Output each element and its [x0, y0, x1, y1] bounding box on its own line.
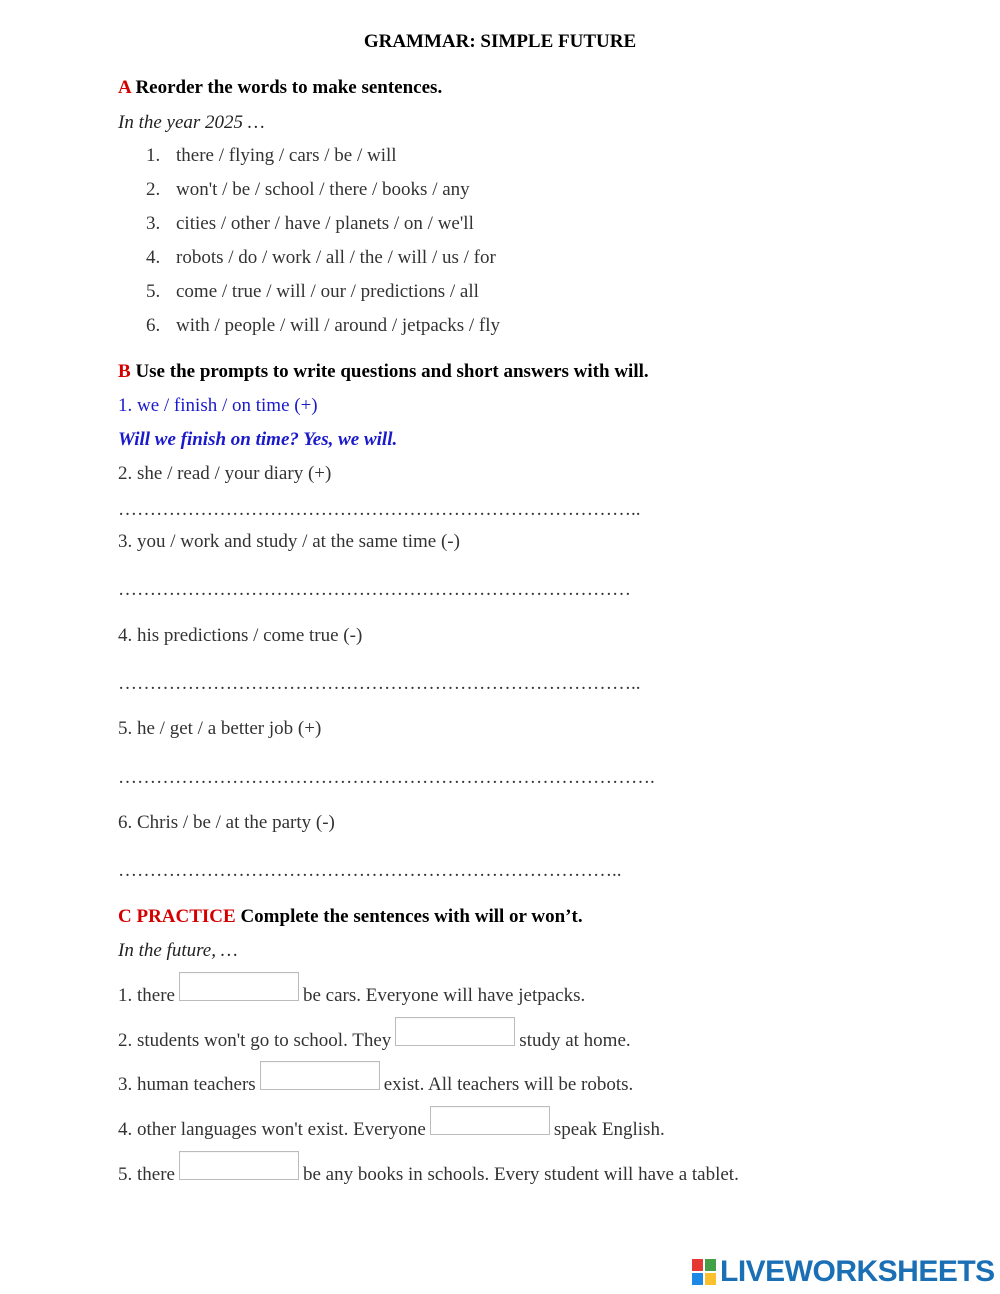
gap-sentence	[118, 985, 585, 1014]
gap-sentence	[118, 1030, 631, 1059]
list-item: there / flying / cars / be / will	[176, 145, 397, 166]
gap-sentence	[118, 1074, 633, 1103]
page-title: GRAMMAR: SIMPLE FUTURE	[363, 31, 637, 52]
list-item-number: 6.	[146, 315, 161, 336]
sentence-start: 2. students won't go to school. They	[118, 1030, 392, 1051]
list-item: cities / other / have / planets / on / we'll	[176, 213, 474, 234]
answer-line: ………………………………………………………………………..	[118, 673, 641, 694]
gap-input-5[interactable]	[179, 1151, 299, 1180]
section-b-letter: B	[118, 361, 131, 382]
list-item: with / people / will / around / jetpacks / fly	[176, 315, 500, 336]
prompt-text: 3. you / work and study / at the same time (-)	[118, 531, 460, 552]
logo-text: LIVEWORKSHEETS	[720, 1255, 995, 1288]
sentence-end: be cars. Everyone will have jetpacks.	[302, 985, 586, 1006]
sentence-end: exist. All teachers will be robots.	[383, 1074, 634, 1095]
gap-input-1[interactable]	[179, 972, 299, 1001]
answer-line: ………………………………………………………………………….	[118, 767, 655, 788]
example-answer: Will we finish on time? Yes, we will.	[118, 429, 398, 450]
answer-line: ………………………………………………………………………..	[118, 499, 641, 520]
sentence-start: 1. there	[118, 985, 175, 1006]
section-c-subtitle: In the future, …	[118, 940, 238, 961]
logo-badge-icon	[692, 1259, 716, 1285]
sentence-start: 3. human teachers	[118, 1074, 256, 1095]
prompt-text: 6. Chris / be / at the party (-)	[118, 812, 335, 833]
list-item-number: 1.	[146, 145, 161, 166]
prompt-text: 4. his predictions / come true (-)	[118, 625, 363, 646]
sentence-start: 4. other languages won't exist. Everyone	[118, 1119, 426, 1140]
gap-input-4[interactable]	[430, 1106, 550, 1135]
section-c-letter: C PRACTICE	[118, 906, 236, 927]
list-item-number: 2.	[146, 179, 161, 200]
list-item-number: 5.	[146, 281, 161, 302]
section-b-instruction: Use the prompts to write questions and short answers with will.	[135, 361, 649, 382]
list-item: robots / do / work / all / the / will / us / for	[176, 247, 496, 268]
gap-sentence	[118, 1119, 665, 1148]
prompt-text: 5. he / get / a better job (+)	[118, 718, 322, 739]
list-item: come / true / will / our / predictions / all	[176, 281, 479, 302]
prompt-text: 2. she / read / your diary (+)	[118, 463, 332, 484]
sentence-start: 5. there	[118, 1164, 175, 1185]
sentence-end: speak English.	[553, 1119, 665, 1140]
section-a-instruction: Reorder the words to make sentences.	[135, 77, 443, 98]
section-a-letter: A	[118, 77, 131, 98]
sentence-end: be any books in schools. Every student will have a tablet.	[302, 1164, 739, 1185]
section-a-subtitle: In the year 2025 …	[118, 112, 265, 133]
list-item: won't / be / school / there / books / any	[176, 179, 470, 200]
sentence-end: study at home.	[519, 1030, 631, 1051]
gap-input-2[interactable]	[395, 1017, 515, 1046]
example-prompt: 1. we / finish / on time (+)	[118, 395, 318, 416]
list-item-number: 3.	[146, 213, 161, 234]
answer-line: ……………………………………………………………………..	[118, 860, 622, 881]
section-b-heading	[118, 361, 649, 383]
section-c-heading	[118, 906, 583, 928]
gap-input-3[interactable]	[260, 1061, 380, 1090]
answer-line: ………………………………………………………………………	[118, 579, 631, 600]
list-item-number: 4.	[146, 247, 161, 268]
liveworksheets-logo[interactable]	[692, 1255, 995, 1289]
gap-sentence	[118, 1164, 739, 1193]
section-a-heading	[118, 77, 442, 99]
section-c-instruction: Complete the sentences with will or won’t.	[240, 906, 583, 927]
